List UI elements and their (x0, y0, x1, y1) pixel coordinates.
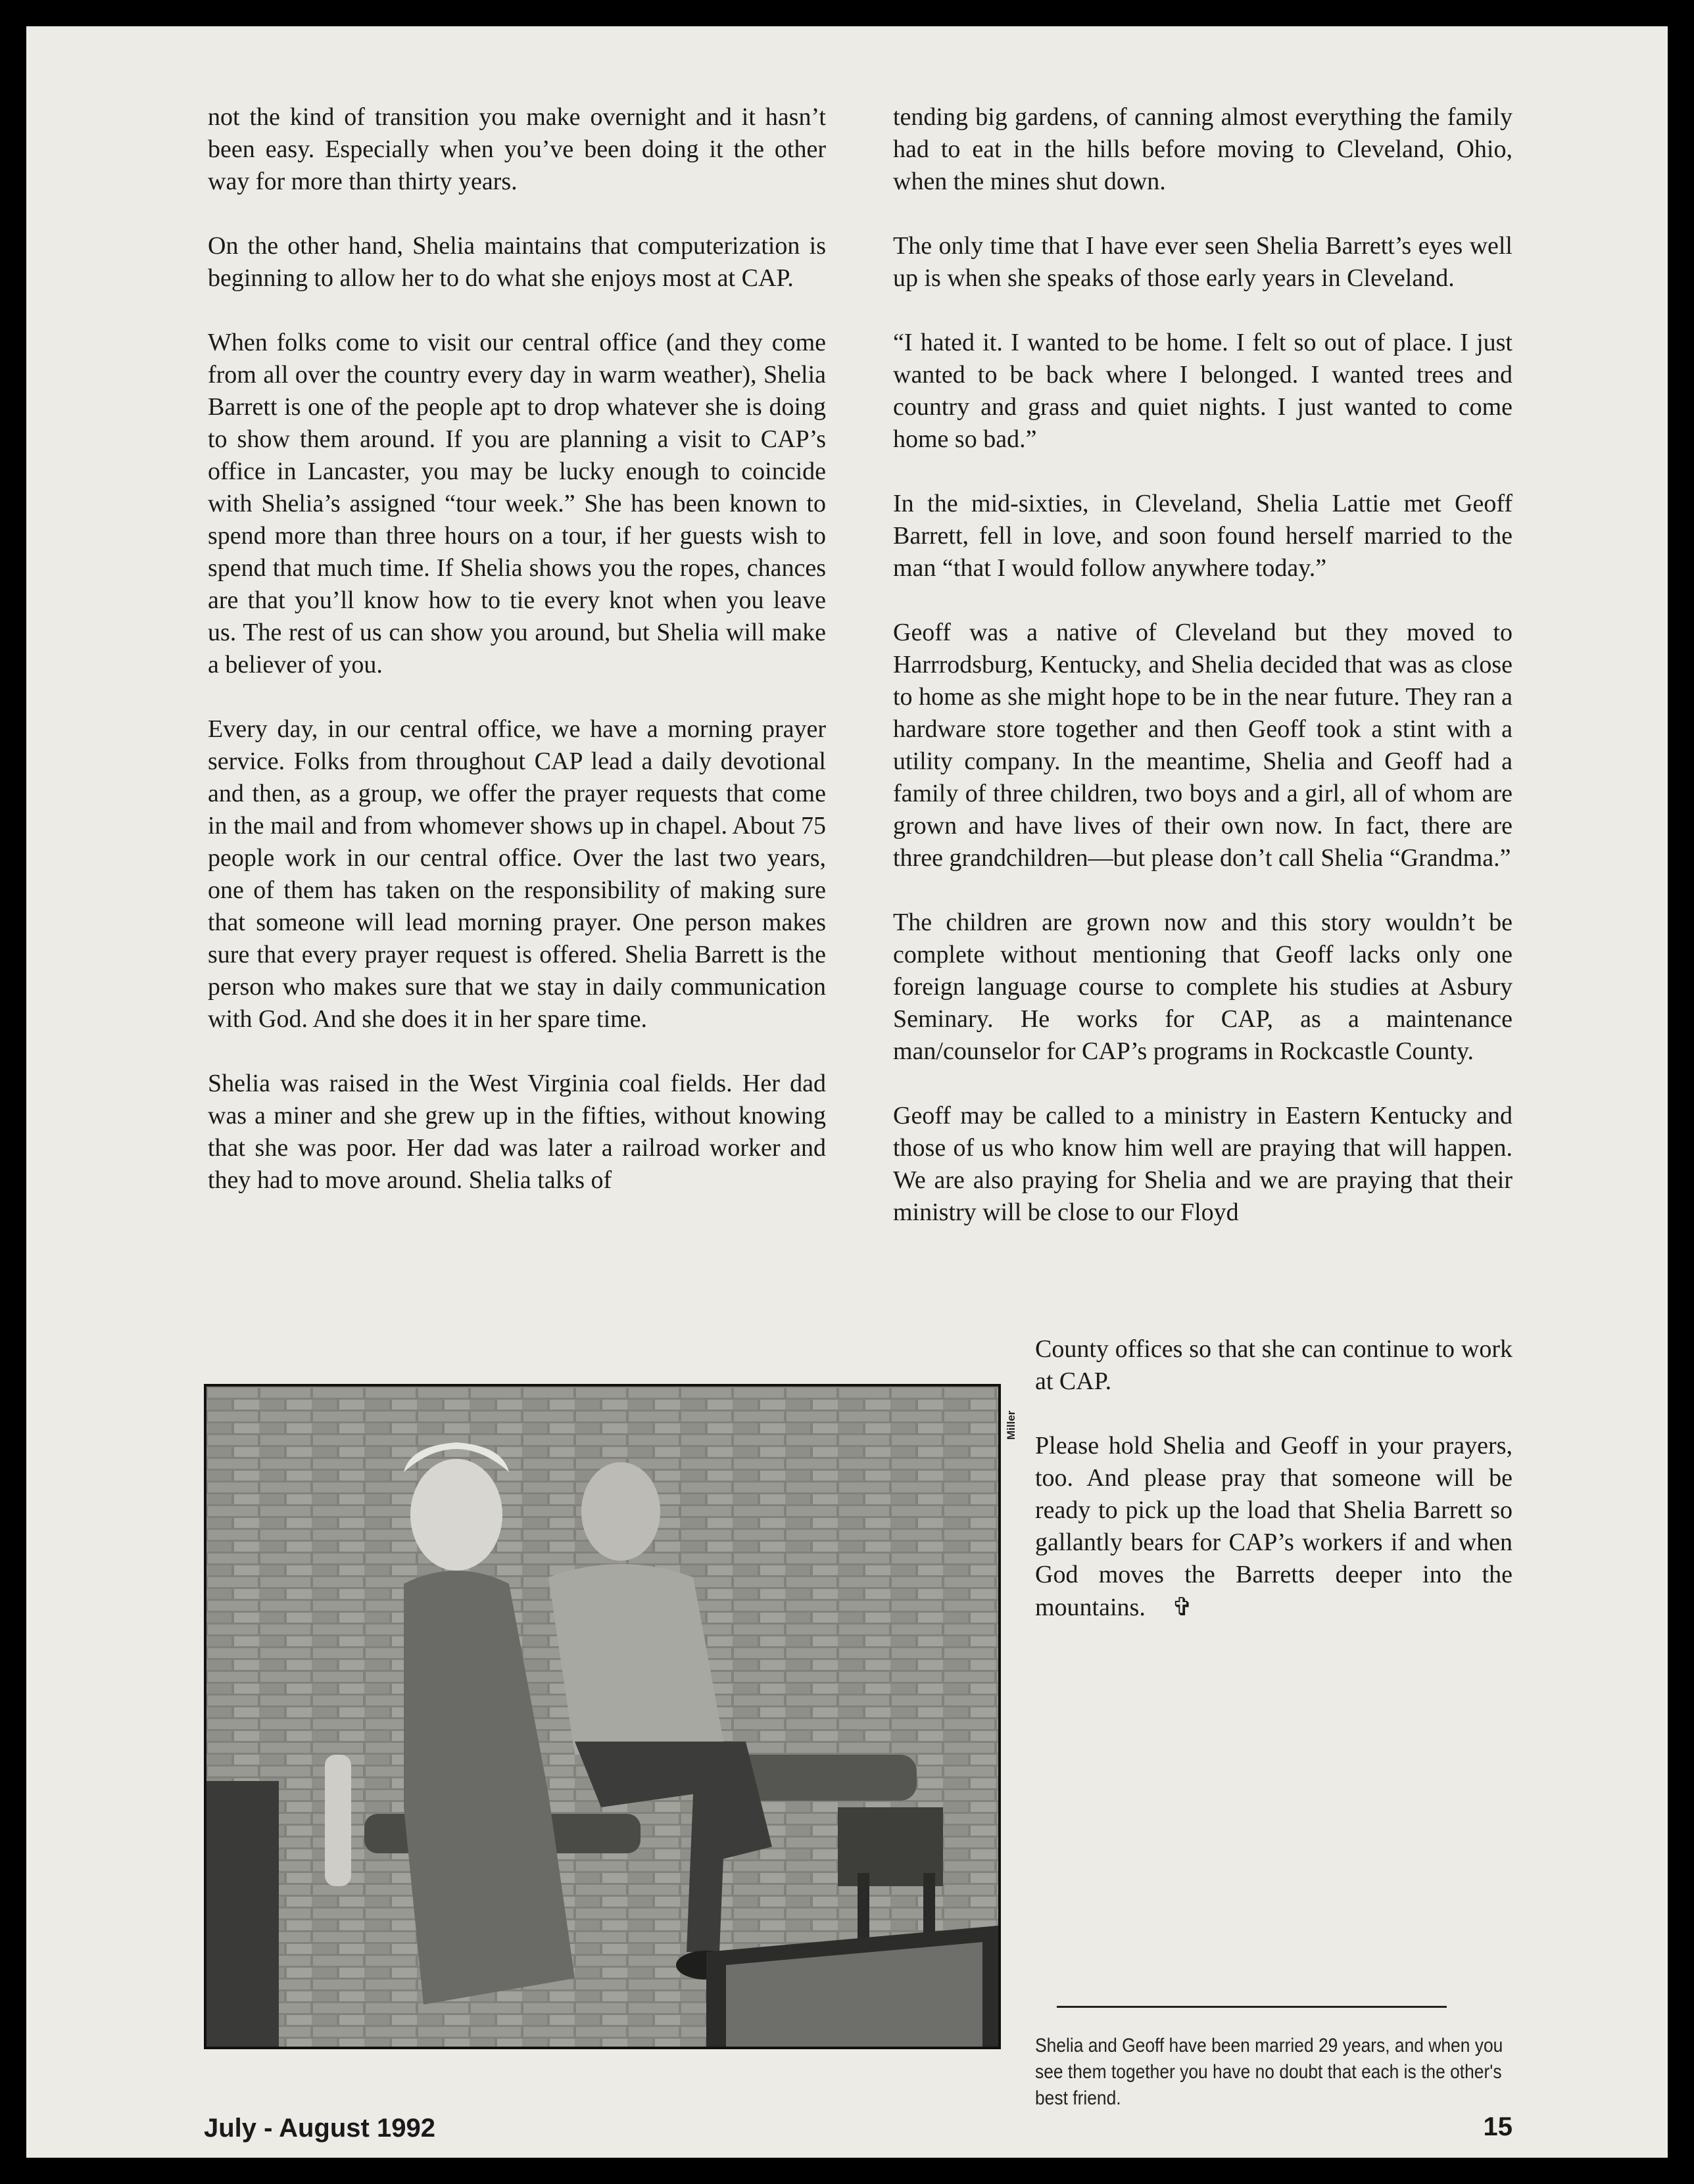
caption-divider (1057, 2006, 1447, 2008)
magazine-page (26, 26, 1668, 2158)
photo-caption: Shelia and Geoff have been married 29 years, and when you see them together you have no doubt that each is the other's best friend. (1035, 2035, 1503, 2109)
article-column-right (893, 101, 1512, 1229)
paragraph: In the mid-sixties, in Cleveland, Shelia Lattie met Geoff Barrett, fell in love, and soon found herself married to the man “that I would follow anywhere today.” (893, 490, 1512, 582)
paragraph: When folks come to visit our central office (and they come from all over the country every day in warm weather), Shelia Barrett is one of the people apt to drop whatever she is doing to show them around. If you are planning a visit to CAP’s office in Lancaster, you may be lucky enough to coincide with Shelia’s assigned “tour week.” She has been known to spend more than three hours on a tour, if her guests wish to spend that much time. If Shelia shows you the ropes, chances are that you’ll know how to tie every knot when you leave us. The rest of us can show you around, but Shelia will make a believer of you. (208, 329, 826, 678)
closing-paragraph-text: Please hold Shelia and Geoff in your prayers, too. And please pray that someone will be ready to pick up the load that Shelia Barrett so gallantly bears for CAP’s workers if and when God moves the Barretts deeper into the mountains. (1035, 1432, 1512, 1621)
article-column-right-narrow (1035, 1333, 1512, 1656)
paragraph: Geoff may be called to a ministry in Eastern Kentucky and those of us who know him well are praying that will happen. We are also praying for Shelia and we are praying that their ministry will be close to our Floyd (893, 1102, 1512, 1226)
photo-illustration (206, 1387, 998, 2047)
couple-photo (204, 1384, 1001, 2049)
page-number: 15 (1483, 2112, 1512, 2141)
paragraph: Every day, in our central office, we have a morning prayer service. Folks from throughout CAP lead a daily devotional and then, as a group, we offer the prayer requests that come in the mail and from whomever shows up in chapel. About 75 people work in our central office. Over the last two years, one of them has taken on the responsibility of making sure that someone will lead morning prayer. One person makes sure that every prayer request is offered. Shelia Barrett is the person who makes sure that we stay in daily communication with God. And she does it in her spare time. (208, 715, 826, 1033)
article-column-left (208, 101, 826, 1229)
paragraph: “I hated it. I wanted to be home. I felt so out of place. I just wanted to be back where I belonged. I wanted trees and country and grass and quiet nights. I just wanted to come home so bad.” (893, 329, 1512, 453)
paragraph: The children are grown now and this story wouldn’t be complete without mentioning that Geoff lacks only one foreign language course to complete his studies at Asbury Seminary. He works for CAP, as a maintenance man/counselor for CAP’s programs in Rockcastle County. (893, 909, 1512, 1065)
photo-credit: Miller (1005, 1410, 1017, 1440)
paragraph: not the kind of transition you make overnight and it hasn’t been easy. Especially when you’ve been doing it the other way for more than thirty years. (208, 103, 826, 195)
paragraph: On the other hand, Shelia maintains that computerization is beginning to allow her to do what she enjoys most at CAP. (208, 232, 826, 292)
paragraph: tending big gardens, of canning almost everything the family had to eat in the hills before moving to Cleveland, Ohio, when the mines shut down. (893, 103, 1512, 195)
end-mark-cross-icon: ✞ (1171, 1592, 1193, 1621)
paragraph: County offices so that she can continue to work at CAP. (1035, 1335, 1512, 1395)
paragraph (1035, 1430, 1512, 1624)
issue-date: July - August 1992 (204, 2114, 435, 2143)
paragraph: Geoff was a native of Cleveland but they moved to Harrrodsburg, Kentucky, and Shelia decided that was as close to home as she might hope to be in the near future. They ran a hardware store together and then Geoff took a stint with a utility company. In the meantime, Shelia and Geoff had a family of three children, two boys and a girl, all of whom are grown and have lives of their own now. In fact, there are three grandchildren—but please don’t call Shelia “Grandma.” (893, 619, 1512, 872)
paragraph: Shelia was raised in the West Virginia coal fields. Her dad was a miner and she grew up in the fifties, without knowing that she was poor. Her dad was later a railroad worker and they had to move around. Shelia talks of (208, 1070, 826, 1194)
paragraph: The only time that I have ever seen Shelia Barrett’s eyes well up is when she speaks of those early years in Cleveland. (893, 232, 1512, 292)
